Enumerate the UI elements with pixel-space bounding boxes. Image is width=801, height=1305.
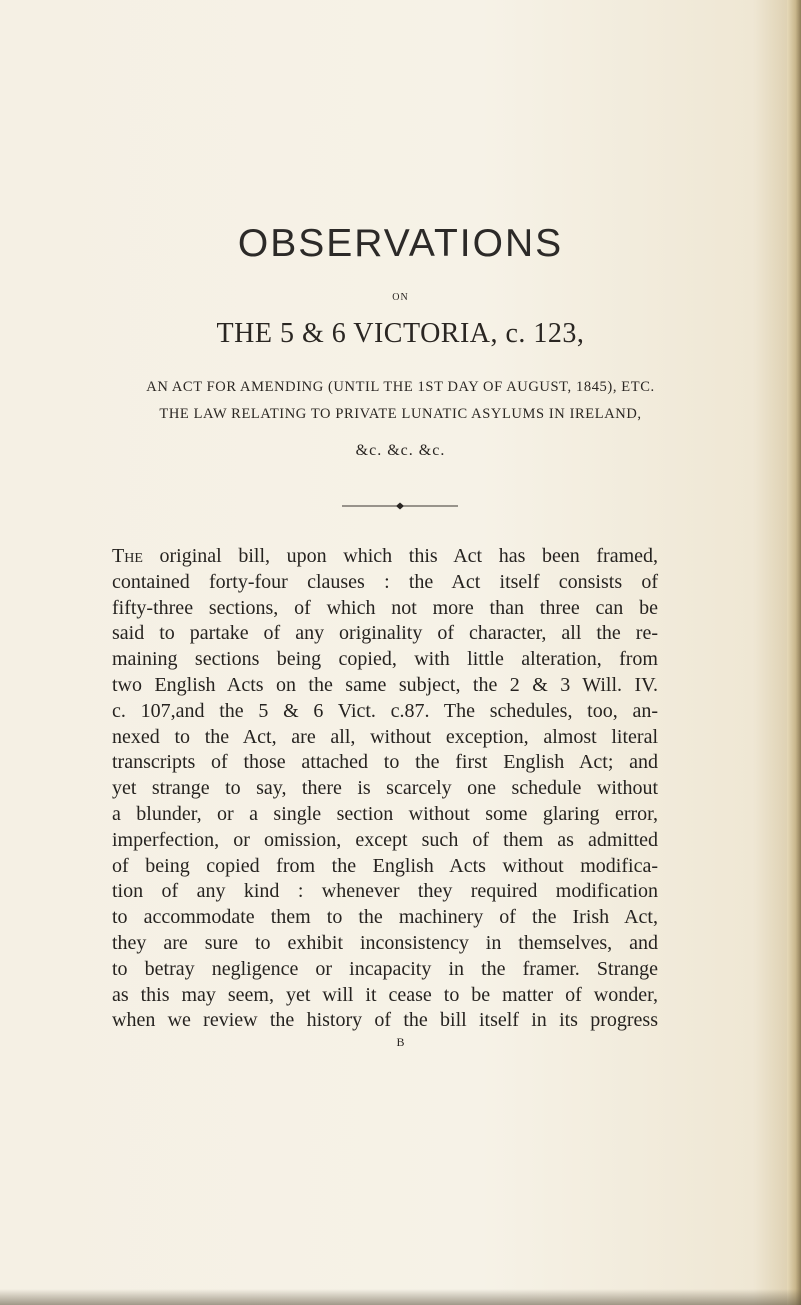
heading-on: ON (392, 292, 409, 303)
body-line: to accommodate them to the machinery of the Irish Act, (112, 906, 658, 929)
etcetera-line: &c. &c. &c. (355, 442, 446, 459)
body-line: as this may seem, yet will it cease to be matter of wonder, (112, 983, 658, 1006)
page-bottom-shadow (0, 1289, 801, 1305)
body-line: imperfection, or omission, except such of them as admitted (112, 828, 658, 851)
body-paragraph (112, 544, 658, 1034)
subtitle-line-1: AN ACT FOR AMENDING (UNTIL THE 1ST DAY OF AUGUST, 1845), ETC. (146, 379, 655, 395)
body-line: a blunder, or a single section without some glaring error, (112, 802, 658, 825)
subtitle-line-2: THE LAW RELATING TO PRIVATE LUNATIC ASYLUMS IN IRELAND, (159, 406, 642, 422)
body-line: The original bill, upon which this Act has been framed, (112, 545, 658, 567)
body-line: yet strange to say, there is scarcely one schedule without (112, 777, 658, 800)
subject-heading: THE 5 & 6 VICTORIA, c. 123, (216, 318, 585, 349)
body-line: nexed to the Act, are all, without exception, almost literal (112, 725, 658, 748)
body-line: when we review the history of the bill itself in its progress (112, 1009, 658, 1032)
opening-word: The (112, 545, 143, 567)
body-line: two English Acts on the same subject, the 2 & 3 Will. IV. (112, 673, 658, 696)
body-line: contained forty-four clauses : the Act itself consists of (112, 570, 658, 593)
body-line: of being copied from the English Acts without modifica- (112, 854, 658, 877)
body-line: to betray negligence or incapacity in the framer. Strange (112, 957, 658, 980)
body-line: c. 107,and the 5 & 6 Vict. c.87. The schedules, too, an- (112, 699, 658, 722)
page-gutter (787, 0, 801, 1305)
body-line: transcripts of those attached to the first English Act; and (112, 751, 658, 774)
body-line: said to partake of any originality of character, all the re- (112, 622, 658, 645)
signature-mark: B (396, 1035, 405, 1049)
body-line: maining sections being copied, with little alteration, from (112, 648, 658, 671)
body-line: fifty-three sections, of which not more than three can be (112, 596, 658, 619)
divider-ornament (342, 502, 458, 510)
body-line: they are sure to exhibit inconsistency in themselves, and (112, 931, 658, 954)
page-title: OBSERVATIONS (237, 222, 564, 265)
body-line: tion of any kind : whenever they required modification (112, 880, 658, 903)
